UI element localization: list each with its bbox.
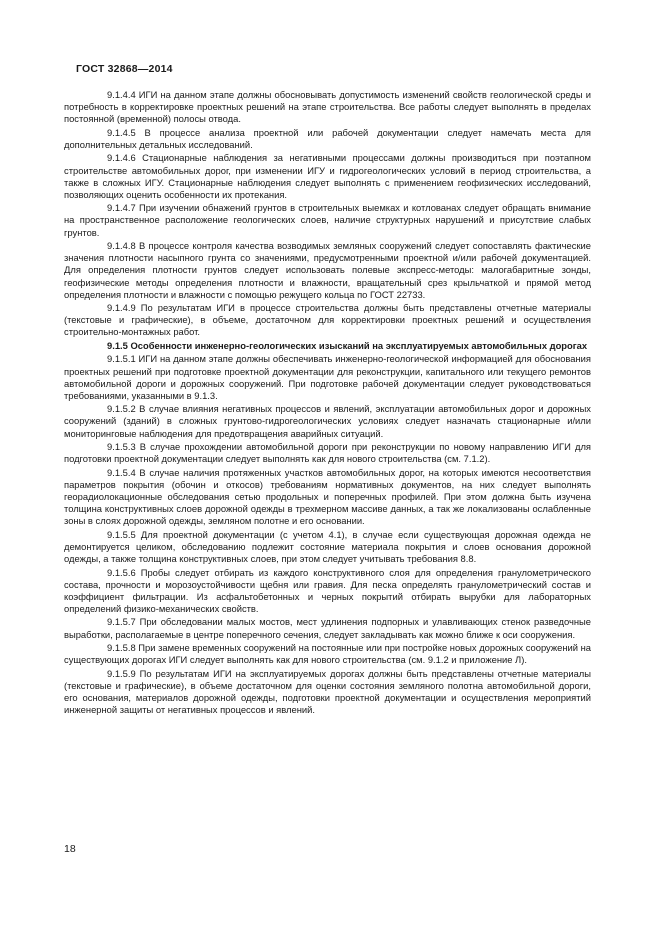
paragraph-9-1-5-2: 9.1.5.2 В случае влияния негативных процессов и явлений, эксплуатации автомобильных дорог и дорожных сооружений (зданий) в сложных грунтово-гидрогеологических условиях следует назначать стационарные и/или мониторинговые наблюдения для предотвращения аварийных ситуаций. — [64, 403, 591, 439]
paragraph-9-1-5-3: 9.1.5.3 В случае прохождении автомобильной дороги при реконструкции по новому направлению ИГИ для подготовки проектной документации следует выполнять как для нового строительства (см. 7.1.2). — [64, 441, 591, 465]
paragraph-9-1-4-4: 9.1.4.4 ИГИ на данном этапе должны обосновывать допустимость изменений свойств геологической среды и потребность в корректировке проектных решений на этапе строительства. Все работы следует выполнять в пределах постоянной (временной) полосы отвода. — [64, 89, 591, 125]
paragraph-9-1-4-7: 9.1.4.7 При изучении обнажений грунтов в строительных выемках и котлованах следует обращать внимание на пространственное расположение геологических слоев, наличие структурных нарушений и присутствие слабых грунтов. — [64, 202, 591, 238]
paragraph-9-1-4-6: 9.1.4.6 Стационарные наблюдения за негативными процессами должны производиться при поэтапном строительстве автомобильных дорог, при изменении ИГУ и гидрогеологических условий в период строительства, а также в сложных ИГУ. Стационарные наблюдения следует выполнять с применением геофизических исследований, позволяющих оценить особенности их протекания. — [64, 152, 591, 200]
paragraph-9-1-4-8: 9.1.4.8 В процессе контроля качества возводимых земляных сооружений следует сопоставлять фактические значения плотности насыпного грунта со значениями, предусмотренными проектной и/или рабочей документацией. Для определения плотности грунтов следует использовать полевые экспресс-методы: малогабаритные зонды, геофизические методы определения плотности и влажности, вращательный срез крыльчаткой и прямой метод определения плотности и влажности с помощью режущего кольца по ГОСТ 22733. — [64, 240, 591, 300]
section-heading-9-1-5: 9.1.5 Особенности инженерно-геологических изысканий на эксплуатируемых автомобильных дорогах — [107, 339, 588, 351]
standard-header: ГОСТ 32868—2014 — [76, 63, 173, 75]
paragraph-9-1-5-8: 9.1.5.8 При замене временных сооружений на постоянные или при постройке новых дорожных сооружений на существующих дорогах ИГИ следует выполнять как для нового строительства (см. 9.1.2 и приложение Л). — [64, 642, 591, 666]
paragraph-9-1-5-9: 9.1.5.9 По результатам ИГИ на эксплуатируемых дорогах должны быть представлены отчетные материалы (текстовые и графические), в объеме достаточном для оценки состояния земляного полотна автомобильной дороги, его основания, материалов дорожной одежды, подготовки проектной документации и осуществления мероприятий инженерной защиты от негативных процессов и явлений. — [64, 667, 591, 716]
document-body — [64, 89, 591, 718]
paragraph-9-1-5-4: 9.1.5.4 В случае наличия протяженных участков автомобильных дорог, на которых имеются несоответствия параметров покрытия (обочин и откосов) требованиям нормативных документов, на них следует выполнять георадиолокационные обследования сетью продольных и поперечных профилей. При этом должна быть изучена толщина конструктивных слоев дорожной одежды в трехмерном массиве данных, а так же локализованы ослабленные зоны в слоях дорожной одежды, земляном полотне и его основании. — [64, 466, 591, 527]
paragraph-9-1-5-5: 9.1.5.5 Для проектной документации (с учетом 4.1), в случае если существующая дорожная одежда не демонтируется целиком, обследованию подлежит состояние материала покрытия и слоев основания дорожной одежды, а также толщина конструктивных слоев, при этом следует учитывать требования 8.8. — [64, 528, 591, 565]
paragraph-9-1-5-7: 9.1.5.7 При обследовании малых мостов, мест удлинения подпорных и улавливающих стенок разведочные выработки, располагаемые в центре поперечного сечения, следует закладывать как можно ближе к оси сооружения. — [64, 616, 591, 640]
paragraph-9-1-5-1: 9.1.5.1 ИГИ на данном этапе должны обеспечивать инженерно-геологической информацией для обоснования проектных решений при подготовке проектной документации для реконструкции, капитального или текущего ремонтов автомобильной дороги и дорожных сооружений. При подготовке рабочей документации следует руководствоваться требованиями, указанными в 9.1.3. — [64, 353, 591, 401]
paragraph-9-1-5-6: 9.1.5.6 Пробы следует отбирать из каждого конструктивного слоя для определения гранулометрического состава, прочности и морозоустойчивости щебня или гравия. Для песка определять гранулометрический состав и коэффициент фильтрации. Из асфальтобетонных и черных покрытий отбирать вырубки для лабораторных определений физико-механических свойств. — [64, 566, 591, 614]
page-number: 18 — [64, 843, 76, 855]
paragraph-9-1-4-5: 9.1.4.5 В процессе анализа проектной или рабочей документации следует намечать места для дополнительных детальных исследований. — [64, 126, 591, 150]
paragraph-9-1-4-9: 9.1.4.9 По результатам ИГИ в процессе строительства должны быть представлены отчетные материалы (текстовые и графические), в объеме, достаточном для корректировки проектных решений и осуществления строительно-монтажных работ. — [64, 302, 591, 338]
